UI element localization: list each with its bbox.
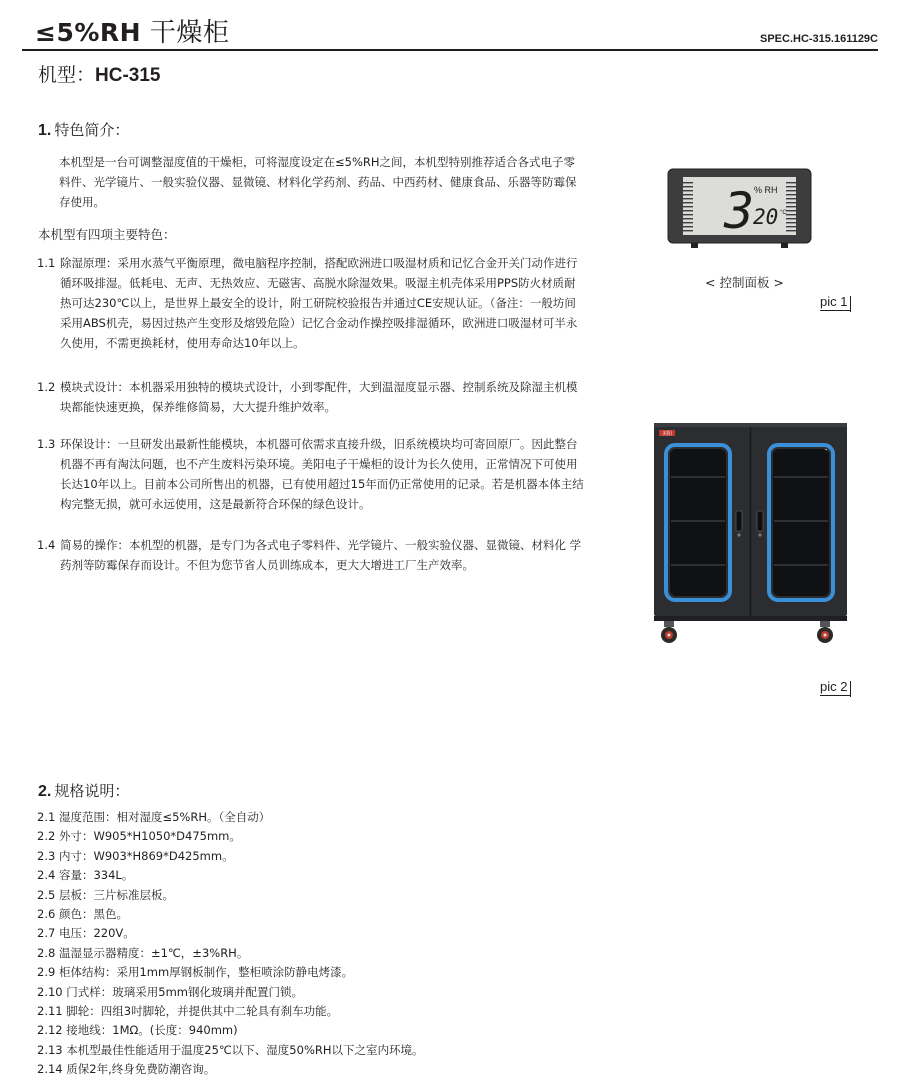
header-divider <box>22 49 878 51</box>
feature-text <box>60 434 650 514</box>
spec-item: 2.13 本机型最佳性能适用于温度25℃以下、湿度50%RH以下之室内环境。 <box>37 1042 424 1057</box>
feature-number: 1.2 <box>37 380 56 394</box>
model-value: HC-315 <box>95 65 161 86</box>
cabinet-image <box>650 421 850 647</box>
section1-title: 特色简介： <box>54 121 130 139</box>
feature-line: 机器不再有淘汰问题，也不产生废料污染环境。美阳电子干燥柜的设计为长久使用，正常情况下可使用 <box>60 457 578 471</box>
caster <box>817 621 833 643</box>
spec-code: SPEC.HC-315.161129C <box>759 33 878 45</box>
spec-item: 2.8 温湿显示器精度：±1℃，±3%RH。 <box>37 945 249 960</box>
feature-text <box>60 377 650 417</box>
pic1-label: pic 1 <box>820 294 848 309</box>
section2-heading <box>38 780 129 801</box>
feature-line: 采用ABS机壳，易因过热产生变形及熔毁危险）记忆合金动作操控吸排湿循环，欧洲进口吸湿材可半永 <box>60 316 578 330</box>
feature-line: 久使用，不需更换耗材，使用寿命达10年以上。 <box>60 336 305 350</box>
page-title <box>35 12 229 49</box>
spec-item: 2.1 湿度范围：相对湿度≤5%RH。（全自动） <box>37 810 271 824</box>
control-panel-image <box>667 168 812 250</box>
section1-heading <box>38 119 129 140</box>
spec-item: 2.4 容量：334L。 <box>37 868 134 883</box>
cabinet-brand-label: 美阳 <box>662 431 673 437</box>
intro-line: 料件、光学镜片、一般实验仪器、显微镜、材料化学药剂、药品、中西药材、健康食品、乐器等防霉保 <box>59 175 577 189</box>
panel-rh-unit: % RH <box>754 185 778 195</box>
panel-celsius-unit: °C <box>780 210 787 216</box>
feature-number: 1.4 <box>37 538 56 552</box>
caster <box>661 621 677 643</box>
feature-line: 药剂等防霉保存而设计。不但为您节省人员训练成本，更大大增进工厂生产效率。 <box>60 558 474 572</box>
feature-line: 构完整无损，就可永远使用，这是最新符合环保的绿色设计。 <box>60 497 371 511</box>
feature-line: 热可达230℃以上，是世界上最安全的设计，附工研院校验报告并通过CE安规认证。（备注：一般坊间 <box>60 296 576 310</box>
feature-line: 模块式设计：本机器采用独特的模块式设计，小到零配件，大到温湿度显示器、控制系统及除湿主机模 <box>60 380 578 394</box>
feature-line: 循环吸排湿。低耗电、无声、无热效应、无磁害、高脱水除湿效果。吸湿主机壳体采用PPS防火材质耐 <box>60 276 576 290</box>
spec-item: 2.9 柜体结构：采用1mm厚钢板制作，整柜喷涂防静电烤漆。 <box>37 965 354 980</box>
spec-item: 2.10 门式样：玻璃采用5mm钢化玻璃并配置门锁。 <box>37 984 303 999</box>
section1-number: 1. <box>38 122 52 139</box>
section2-title: 规格说明： <box>54 782 130 800</box>
intro-line: 本机型是一台可调整湿度值的干燥柜，可将湿度设定在≤5%RH之间，本机型特别推荐适合各式电子零 <box>59 155 576 169</box>
feature-line: 长达10年以上。目前本公司所售出的机器，已有使用超过15年而仍正常使用的记录。若是机器本体主结 <box>60 477 584 491</box>
spec-item: 2.11 脚轮：四组3吋脚轮，并提供其中二轮具有刹车功能。 <box>37 1004 339 1019</box>
feature-line: 简易的操作：本机型的机器，是专门为各式电子零料件、光学镜片、一般实验仪器、显微镜、材料化 学 <box>60 538 582 552</box>
title-prefix: ≤5%RH <box>35 18 142 47</box>
feature-number: 1.1 <box>37 256 56 270</box>
spec-item: 2.2 外寸：W905*H1050*D475mm。 <box>37 829 241 844</box>
spec-item: 2.3 内寸：W903*H869*D425mm。 <box>37 848 234 863</box>
spec-item: 2.6 颜色：黑色。 <box>37 907 128 922</box>
model-line <box>38 60 161 87</box>
control-panel-graphic <box>667 168 812 250</box>
panel-humidity-digit: 3 <box>724 182 755 240</box>
spec-item: 2.7 电压：220V。 <box>37 926 135 941</box>
feature-number: 1.3 <box>37 437 56 451</box>
features-subheading: 本机型有四项主要特色： <box>38 227 176 242</box>
control-panel-caption: < 控制面板 > <box>705 275 784 290</box>
section2-number: 2. <box>38 783 52 800</box>
spec-item: 2.14 质保2年,终身免费防潮咨询。 <box>37 1062 216 1077</box>
cabinet-graphic <box>650 421 850 647</box>
spec-item: 2.12 接地线：1MΩ。(长度：940mm) <box>37 1023 238 1038</box>
model-label: 机型： <box>38 64 96 86</box>
feature-line: 环保设计：一旦研发出最新性能模块，本机器可依需求直接升级，旧系统模块均可寄回原厂。因此整台 <box>60 437 578 451</box>
panel-temperature: 20 <box>753 205 779 229</box>
spec-list <box>37 808 637 1080</box>
feature-text <box>60 535 650 575</box>
title-product: 干燥柜 <box>141 18 230 48</box>
intro-paragraph <box>59 152 629 212</box>
spec-item: 2.5 层板：三片标准层板。 <box>37 887 174 902</box>
feature-text <box>60 253 650 353</box>
pic2-label: pic 2 <box>820 679 848 694</box>
feature-line: 除湿原理：采用水蒸气平衡原理，微电脑程序控制，搭配欧洲进口吸湿材质和记忆合金开关门动作进行 <box>60 256 578 270</box>
feature-line: 块都能快速更换，保养维修简易，大大提升维护效率。 <box>60 400 336 414</box>
intro-line: 存使用。 <box>59 195 105 209</box>
